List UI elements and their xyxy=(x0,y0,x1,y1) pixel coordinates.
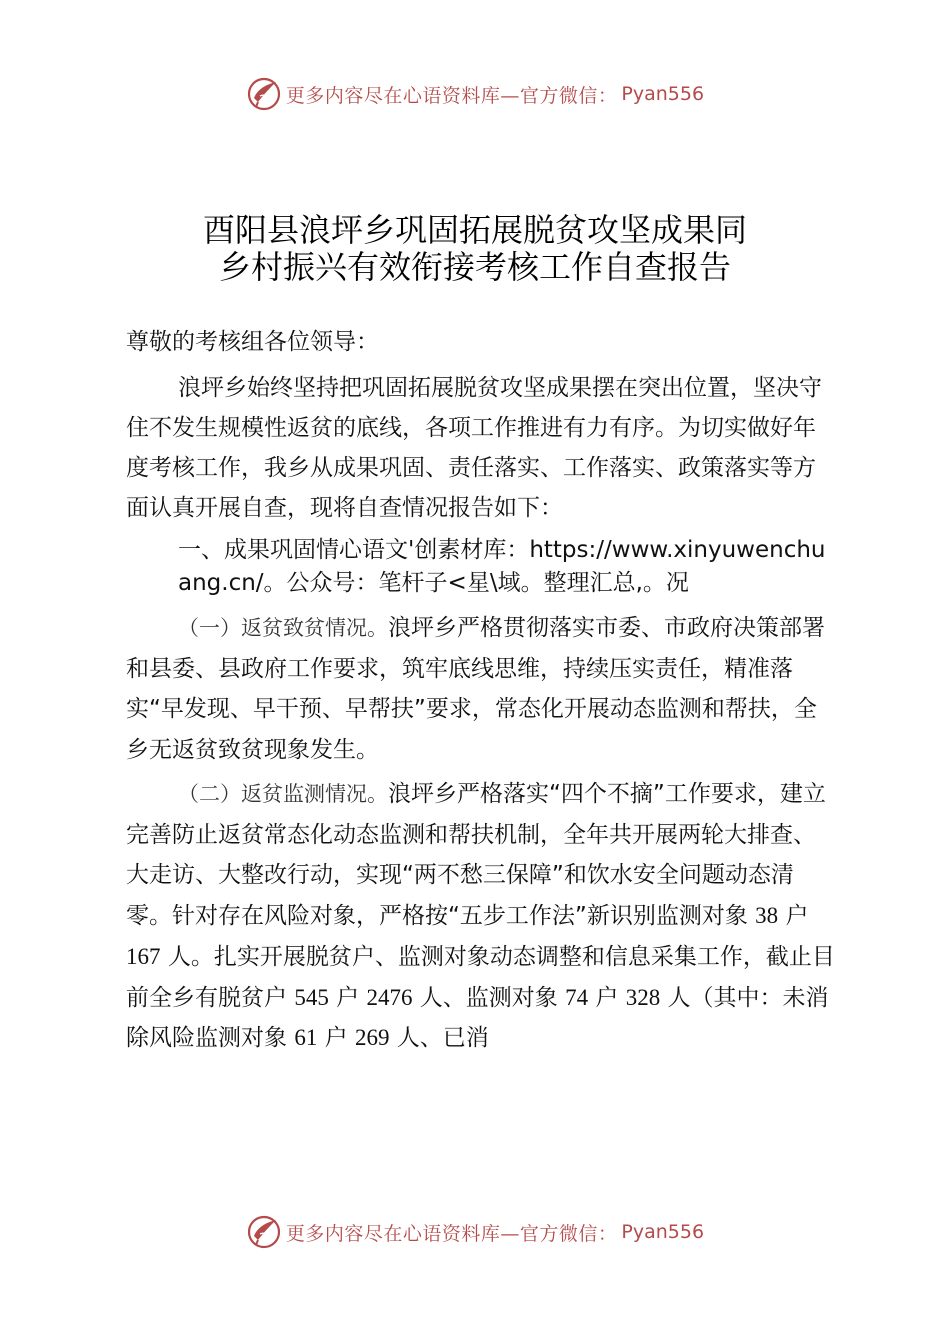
poor-people: 2476 xyxy=(366,984,413,1010)
watermark-wechat-id: Pyan556 xyxy=(621,83,705,105)
pen-logo-icon xyxy=(246,76,282,112)
watermark-text: 更多内容尽在心语资料库—官方微信： xyxy=(285,1222,618,1245)
watermark-wechat-id: Pyan556 xyxy=(621,1221,705,1243)
subsection-2-label: （二）返贫监测情况。 xyxy=(178,782,388,806)
unit-ren-2: 人 xyxy=(419,984,443,1011)
subsection-2-text-c: 、监测对象 xyxy=(442,984,558,1011)
risk-households: 61 xyxy=(294,1025,318,1051)
document-title xyxy=(100,212,850,286)
unit-hu-1: 户 xyxy=(785,903,809,930)
new-monitor-people: 167 xyxy=(126,943,161,969)
pen-logo-icon xyxy=(246,1214,282,1250)
unit-hu-4: 户 xyxy=(324,1025,348,1052)
subsection-2-text-d: （其中：未消除风险监测对象 xyxy=(126,984,829,1052)
unit-hu-2: 户 xyxy=(336,984,360,1011)
subsection-2-text-a: 浪坪乡严格落实“四个不摘”工作要求，建立完善防止返贫常态化动态监测和帮扶机制，全年共开展两轮大排查、大走访、大整改行动，实现“两不愁三保障”和饮水安全问题动态清零。针对存在风险对象，严格按“五步工作法”新识别监测对象 xyxy=(126,781,826,930)
greeting: 尊敬的考核组各位领导： xyxy=(126,329,379,355)
watermark-header xyxy=(0,74,950,114)
section-1-heading: 一、成果巩固情心语文'创素材库：https://www.xinyuwenchuang.cn/。公众号：笔杆子<星\域。整理汇总,。况 xyxy=(178,537,826,596)
subsection-2-text-e: 、已消 xyxy=(419,1025,489,1052)
title-line-1: 酉阳县浪坪乡巩固拓展脱贫攻坚成果同 xyxy=(202,211,747,249)
document-body xyxy=(126,322,836,1059)
unit-ren-1: 人 xyxy=(167,943,191,970)
subsection-2-paragraph xyxy=(126,774,836,1059)
subsection-1-text: 浪坪乡严格贯彻落实市委、市政府决策部署和县委、县政府工作要求，筑牢底线思维，持续压实责任，精准落实“早发现、早干预、早帮扶”要求，常态化开展动态监测和帮扶，全乡无返贫致贫现象发生。 xyxy=(126,615,825,763)
watermark-text: 更多内容尽在心语资料库—官方微信： xyxy=(285,84,618,107)
new-monitor-households: 38 xyxy=(755,903,779,929)
unit-ren-3: 人 xyxy=(667,984,691,1011)
monitor-people: 328 xyxy=(625,984,661,1010)
intro-paragraph: 浪坪乡始终坚持把巩固拓展脱贫攻坚成果摆在突出位置，坚决守住不发生规模性返贫的底线，各项工作推进有力有序。为切实做好年度考核工作，我乡从成果巩固、责任落实、工作落实、政策落实等方面认真开展自查，现将自查情况报告如下： xyxy=(126,375,822,521)
subsection-1-label: （一）返贫致贫情况。 xyxy=(178,616,388,640)
unit-hu-3: 户 xyxy=(595,984,619,1011)
watermark-footer xyxy=(0,1212,950,1252)
subsection-2-text-b: 。扎实开展脱贫户、监测对象动态调整和信息采集工作，截止目前全乡有脱贫户 xyxy=(126,943,835,1011)
subsection-1-paragraph xyxy=(126,608,836,770)
poor-households: 545 xyxy=(294,984,329,1010)
monitor-households: 74 xyxy=(565,984,589,1010)
risk-people: 269 xyxy=(354,1025,390,1051)
title-line-2: 乡村振兴有效衔接考核工作自查报告 xyxy=(218,248,731,286)
unit-ren-4: 人 xyxy=(396,1025,420,1052)
